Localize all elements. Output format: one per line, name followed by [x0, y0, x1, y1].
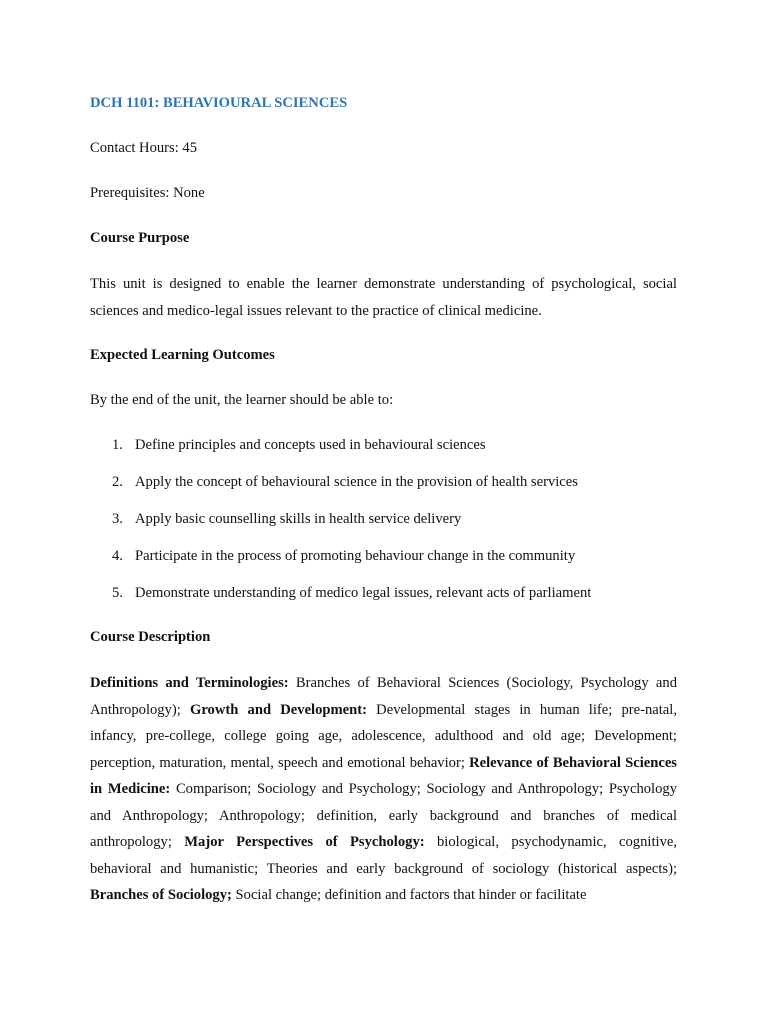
list-item-text: Apply the concept of behavioural science in the provision of health services — [135, 474, 578, 490]
list-item-number: 2. — [112, 474, 123, 490]
prerequisites: Prerequisites: None — [90, 185, 205, 201]
list-item-number: 5. — [112, 585, 123, 601]
description-term: Growth and Development: — [189, 701, 367, 718]
description-text: Social change; definition and factors that hinder or facilitate — [231, 887, 587, 903]
description-term: Definitions and Terminologies: — [90, 675, 289, 691]
list-item-text: Demonstrate understanding of medico legal issues, relevant acts of parliament — [135, 585, 592, 601]
description-text: biological, psychodynamic, cognitive, behavioral and humanistic; Theories and early background of sociology (historical aspects); — [90, 834, 677, 877]
description-text: Comparison; Sociology and Psychology; Sociology and Anthropology; Psychology and Anthropology; Anthropology; definition, early background and branches of medical anthropology; — [90, 781, 677, 850]
description-text: Branches of Behavioral Sciences (Sociology, Psychology and Anthropology); — [90, 675, 677, 718]
outcomes-intro: By the end of the unit, the learner should be able to: — [90, 392, 394, 408]
outcomes-heading: Expected Learning Outcomes — [90, 347, 275, 363]
list-item-text: Define principles and concepts used in behavioural sciences — [135, 437, 486, 453]
course-heading: DCH 1101: BEHAVIOURAL SCIENCES — [90, 95, 348, 111]
list-item-number: 4. — [112, 548, 123, 564]
description-term: Branches of Sociology; — [90, 887, 232, 903]
course-description-text — [90, 670, 677, 909]
description-text: Developmental stages in human life; pre-natal, infancy, pre-college, college going age, adolescence, adulthood and old age; Development; perception, maturation, mental, speech and emotional behavior; — [90, 701, 677, 771]
contact-hours: Contact Hours: 45 — [90, 140, 198, 156]
description-term: Relevance of Behavioral Sciences in Medicine: — [90, 754, 677, 797]
course-description-heading: Course Description — [90, 629, 211, 645]
course-purpose-text: This unit is designed to enable the learner demonstrate understanding of psychological, social sciences and medico-legal issues relevant to the practice of clinical medicine. — [90, 276, 677, 319]
course-purpose-heading: Course Purpose — [90, 230, 190, 246]
description-term: Major Perspectives of Psychology: — [184, 834, 425, 850]
list-item-text: Participate in the process of promoting behaviour change in the community — [135, 548, 576, 564]
list-item-number: 3. — [112, 511, 123, 527]
list-item-text: Apply basic counselling skills in health service delivery — [135, 511, 462, 527]
list-item-number: 1. — [112, 437, 123, 453]
